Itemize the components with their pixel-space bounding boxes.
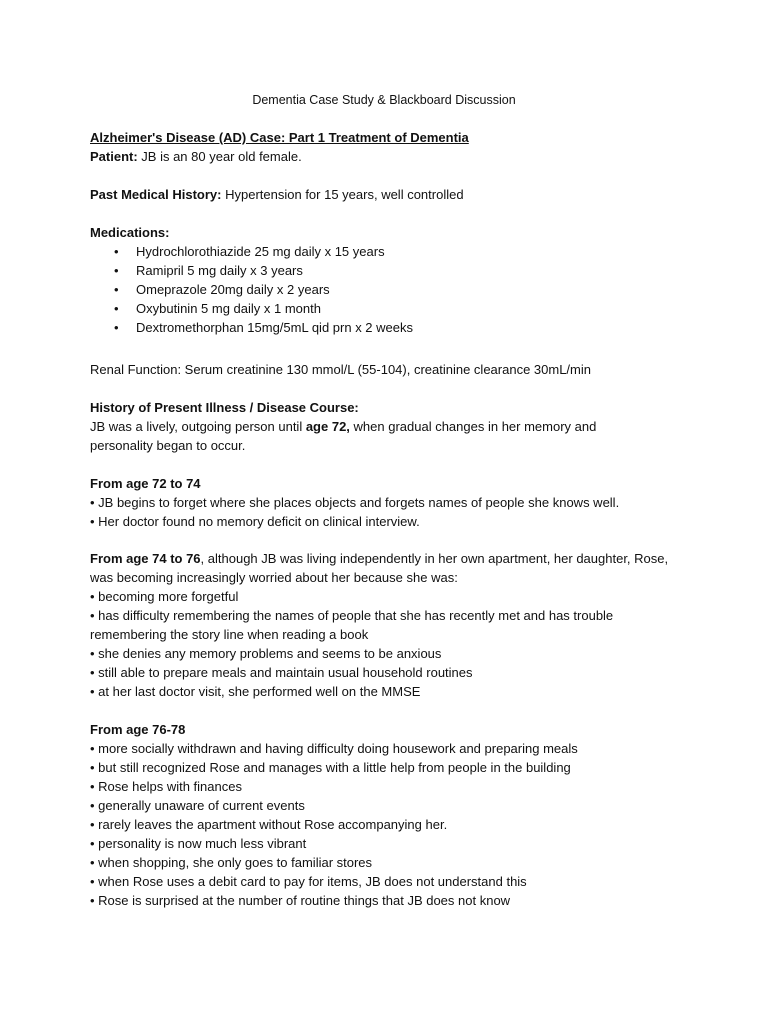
section-heading: From age 74 to 76 <box>90 551 201 566</box>
age-76-78-section <box>90 720 690 910</box>
pmh-label: Past Medical History: <box>90 187 222 202</box>
bullet-item: • has difficulty remembering the names of people that she has recently met and has trouble remembering the story line when reading a book <box>90 608 614 642</box>
section-heading: From age 72 to 74 <box>90 476 201 491</box>
hpi-text-bold: age 72, <box>305 419 350 434</box>
bullet-item: • Rose helps with finances <box>90 779 242 794</box>
medication-item: • Omeprazole 20mg daily x 2 years <box>90 280 690 299</box>
patient-line <box>90 147 690 166</box>
bullet-item: • rarely leaves the apartment without Rose accompanying her. <box>90 817 448 832</box>
medication-item: • Oxybutinin 5 mg daily x 1 month <box>90 299 690 318</box>
section-heading: From age 76-78 <box>90 722 186 737</box>
bullet-item: • when Rose uses a debit card to pay for items, JB does not understand this <box>90 874 527 889</box>
medications-list <box>90 242 690 337</box>
bullet-item: • but still recognized Rose and manages with a little help from people in the building <box>90 760 571 775</box>
medications-label: Medications: <box>90 225 170 240</box>
patient-text: JB is an 80 year old female. <box>137 149 302 164</box>
age-74-76-section <box>90 549 680 701</box>
section-intro-text: , although JB was living independently in her own apartment, her daughter, Rose, was becoming increasingly worried about her because she was: <box>90 551 669 585</box>
document-title: Dementia Case Study & Blackboard Discussion <box>252 93 516 107</box>
medication-item: • Ramipril 5 mg daily x 3 years <box>90 261 690 280</box>
renal-function-line: Renal Function: Serum creatinine 130 mmol/L (55-104), creatinine clearance 30mL/min <box>90 362 591 377</box>
pmh-line <box>90 185 690 204</box>
bullet-item: • more socially withdrawn and having difficulty doing housework and preparing meals <box>90 741 578 756</box>
medication-item: • Dextromethorphan 15mg/5mL qid prn x 2 weeks <box>90 318 690 337</box>
age-72-74-section <box>90 474 690 531</box>
bullet-item: • at her last doctor visit, she performed well on the MMSE <box>90 684 421 699</box>
patient-label: Patient: <box>90 149 138 164</box>
pmh-text: Hypertension for 15 years, well controlled <box>221 187 464 202</box>
hpi-text-pre: JB was a lively, outgoing person until <box>90 419 306 434</box>
hpi-text <box>90 417 650 455</box>
section-intro <box>90 549 680 587</box>
medication-item: • Hydrochlorothiazide 25 mg daily x 15 years <box>90 242 690 261</box>
bullet-item: • JB begins to forget where she places objects and forgets names of people she knows well. <box>90 495 620 510</box>
bullet-item: • generally unaware of current events <box>90 798 305 813</box>
bullet-item: • personality is now much less vibrant <box>90 836 307 851</box>
bullet-item: • still able to prepare meals and maintain usual household routines <box>90 665 473 680</box>
bullet-item: • Her doctor found no memory deficit on clinical interview. <box>90 514 420 529</box>
hpi-label: History of Present Illness / Disease Course: <box>90 400 359 415</box>
medications-section <box>90 223 690 337</box>
bullet-item: • becoming more forgetful <box>90 589 239 604</box>
case-heading: Alzheimer's Disease (AD) Case: Part 1 Treatment of Dementia <box>90 130 469 145</box>
bullet-item: • Rose is surprised at the number of routine things that JB does not know <box>90 893 511 908</box>
hpi-text-post: when gradual changes in her memory and personality began to occur. <box>90 419 597 453</box>
bullet-item: • when shopping, she only goes to familiar stores <box>90 855 373 870</box>
case-header-section <box>90 128 690 166</box>
bullet-item: • she denies any memory problems and seems to be anxious <box>90 646 442 661</box>
hpi-section <box>90 398 650 455</box>
